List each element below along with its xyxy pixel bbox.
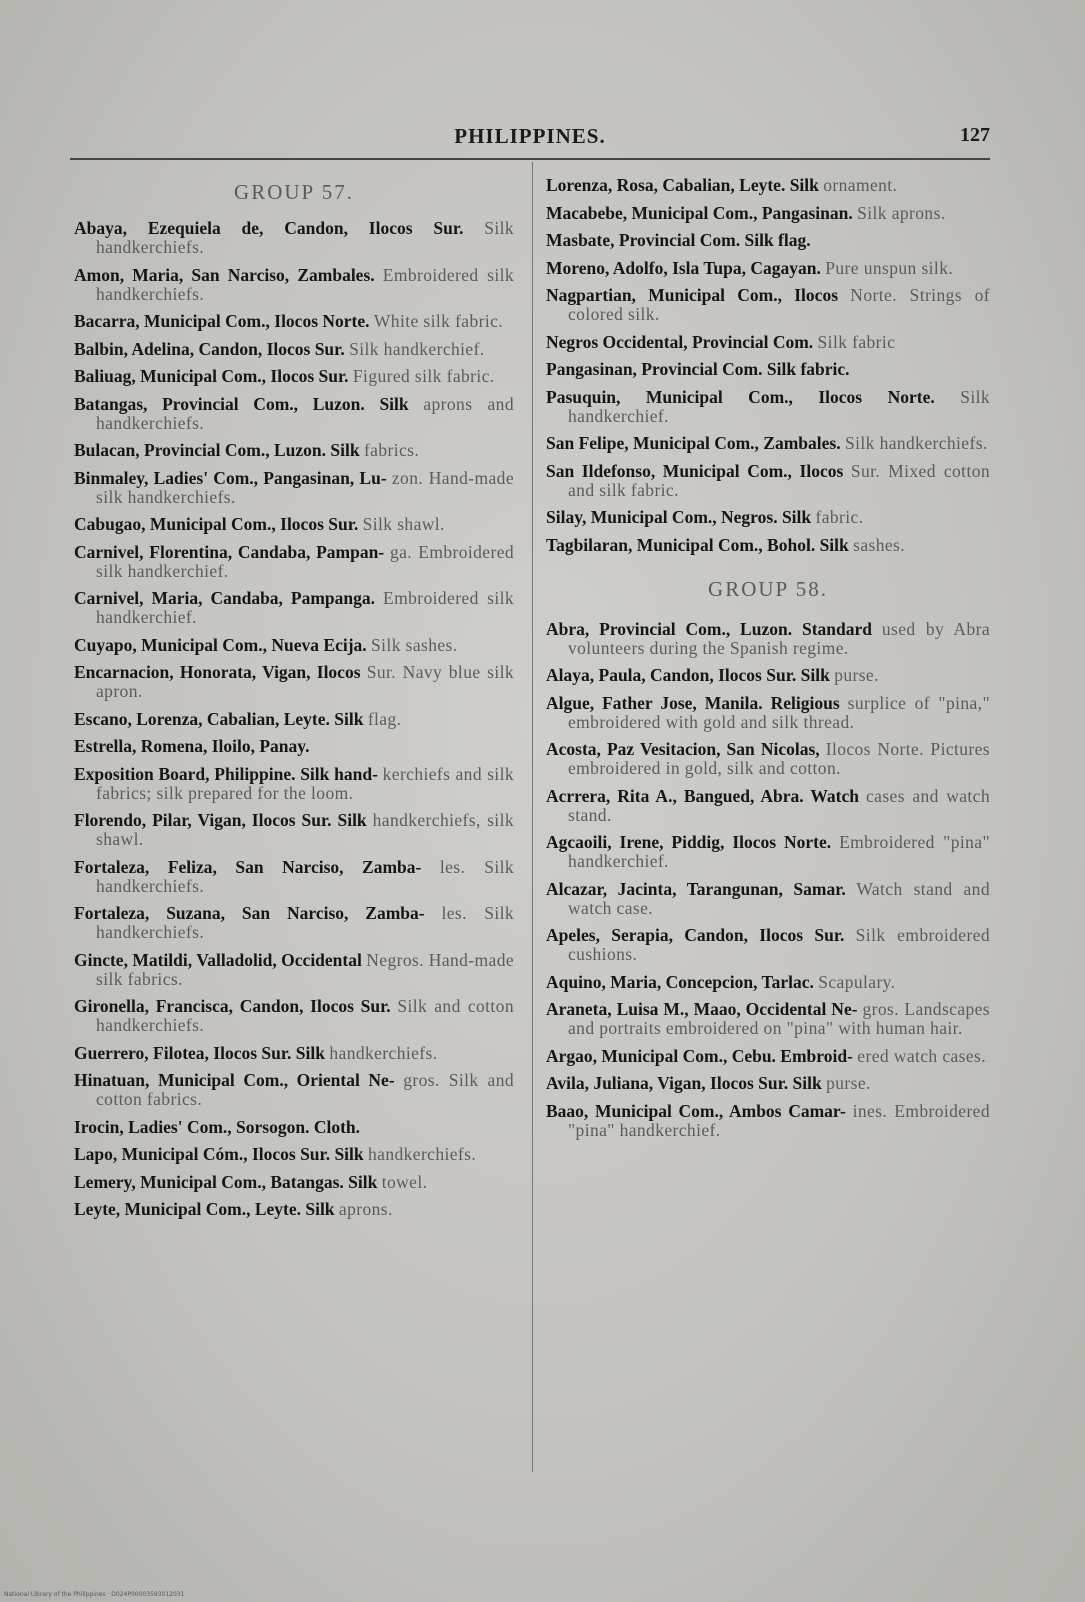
list-item bbox=[546, 259, 990, 278]
list-item bbox=[546, 926, 990, 964]
list-item bbox=[74, 636, 514, 655]
entry-name: San Ildefonso, Municipal Com., Ilocos bbox=[546, 460, 844, 481]
entry-description: flag. bbox=[367, 708, 402, 729]
entry-name: Gironella, Francisca, Candon, Ilocos Sur. bbox=[74, 996, 391, 1016]
entry-name: Florendo, Pilar, Vigan, Ilocos Sur. Silk bbox=[74, 810, 367, 830]
entry-description: Figured silk fabric. bbox=[352, 366, 495, 386]
entry-description: aprons and handkerchiefs. bbox=[96, 393, 514, 433]
entry-name: Apeles, Serapia, Candon, Ilocos Sur. bbox=[546, 925, 845, 945]
list-item bbox=[546, 740, 990, 778]
entry-description: Scapulary. bbox=[818, 971, 896, 992]
entry-description: Silk sashes. bbox=[371, 634, 458, 655]
entry-list bbox=[546, 620, 990, 1140]
page-number: 127 bbox=[960, 124, 990, 146]
entry-name: Escano, Lorenza, Cabalian, Leyte. Silk bbox=[74, 708, 364, 729]
group-heading: GROUP 58. bbox=[708, 576, 828, 601]
entry-description: aprons. bbox=[338, 1199, 393, 1219]
list-item bbox=[546, 231, 990, 250]
entry-description: Silk and cotton handkerchiefs. bbox=[96, 996, 514, 1035]
list-item bbox=[546, 333, 990, 352]
entry-name: Baliuag, Municipal Com., Ilocos Sur. bbox=[74, 366, 349, 386]
list-item bbox=[546, 694, 990, 732]
entry-name: Carnivel, Maria, Candaba, Pampanga. bbox=[74, 588, 376, 608]
page-title: PHILIPPINES. bbox=[454, 124, 606, 148]
list-item bbox=[74, 543, 514, 581]
entry-name: Acrrera, Rita A., Bangued, Abra. Watch bbox=[546, 785, 859, 806]
entry-name: Argao, Municipal Com., Cebu. Embroid- bbox=[546, 1045, 853, 1066]
list-item bbox=[546, 973, 990, 992]
entry-description: Silk handkerchiefs. bbox=[844, 433, 988, 453]
list-item bbox=[74, 1044, 514, 1063]
list-item bbox=[74, 1173, 514, 1192]
entry-description: Silk handkerchiefs. bbox=[96, 218, 515, 257]
left-column bbox=[74, 176, 514, 1228]
entry-description: Sur. Navy blue silk apron. bbox=[96, 662, 515, 701]
entry-name: Lemery, Municipal Com., Batangas. Silk bbox=[74, 1171, 378, 1192]
entry-name: Hinatuan, Municipal Com., Oriental Ne- bbox=[74, 1070, 395, 1090]
entry-name: Bulacan, Provincial Com., Luzon. Silk bbox=[74, 440, 360, 460]
entry-name: Nagpartian, Municipal Com., Ilocos bbox=[546, 285, 839, 305]
list-item bbox=[74, 663, 514, 701]
entry-description: Negros. Hand-made silk fabrics. bbox=[96, 949, 515, 989]
list-item bbox=[546, 176, 990, 195]
list-item bbox=[74, 340, 514, 359]
entry-description: handkerchiefs. bbox=[329, 1042, 438, 1063]
list-item bbox=[546, 434, 990, 453]
list-item bbox=[74, 395, 514, 433]
entry-description: fabrics. bbox=[363, 440, 420, 460]
list-item bbox=[546, 286, 990, 324]
entry-description: sashes. bbox=[853, 534, 906, 555]
entry-description: Pure unspun silk. bbox=[825, 257, 954, 278]
entry-name: Araneta, Luisa M., Maao, Occidental Ne- bbox=[546, 999, 858, 1019]
entry-name: Irocin, Ladies' Com., Sorsogon. Cloth. bbox=[74, 1116, 361, 1137]
entry-name: Alcazar, Jacinta, Tarangunan, Samar. bbox=[546, 878, 846, 899]
entry-name: Cuyapo, Municipal Com., Nueva Ecija. bbox=[74, 634, 367, 655]
list-item bbox=[74, 811, 514, 849]
list-item bbox=[74, 312, 514, 331]
list-item bbox=[546, 1047, 990, 1066]
entry-description: les. Silk handkerchiefs. bbox=[96, 903, 515, 942]
entry-description: Silk shawl. bbox=[362, 514, 445, 534]
entry-name: Exposition Board, Philippine. Silk hand- bbox=[74, 763, 378, 784]
list-item bbox=[546, 388, 990, 426]
entry-name: Pangasinan, Provincial Com. Silk fabric. bbox=[546, 359, 850, 379]
entry-name: Alaya, Paula, Candon, Ilocos Sur. Silk bbox=[546, 665, 830, 685]
entry-description: Silk fabric bbox=[817, 331, 896, 352]
list-item bbox=[74, 1118, 514, 1137]
entry-name: Leyte, Municipal Com., Leyte. Silk bbox=[74, 1199, 335, 1219]
column-divider bbox=[532, 162, 533, 1472]
list-item bbox=[74, 441, 514, 460]
list-item bbox=[546, 360, 990, 379]
list-item bbox=[74, 589, 514, 627]
list-item bbox=[546, 666, 990, 685]
list-item bbox=[546, 833, 990, 871]
entry-name: Masbate, Provincial Com. Silk flag. bbox=[546, 230, 811, 250]
entry-description: Silk embroidered cushions. bbox=[568, 925, 991, 964]
entry-description: handkerchiefs, silk shawl. bbox=[96, 810, 514, 849]
entry-name: Abaya, Ezequiela de, Candon, Ilocos Sur. bbox=[74, 218, 464, 238]
list-item bbox=[74, 219, 514, 257]
list-item bbox=[74, 858, 514, 896]
entry-description: purse. bbox=[834, 665, 879, 685]
entry-name: Pasuquin, Municipal Com., Ilocos Norte. bbox=[546, 386, 935, 407]
entry-name: Amon, Maria, San Narciso, Zambales. bbox=[74, 264, 375, 285]
entry-name: Balbin, Adelina, Candon, Ilocos Sur. bbox=[74, 338, 345, 359]
entry-description: zon. Hand-made silk handkerchiefs. bbox=[96, 467, 514, 507]
list-item bbox=[74, 710, 514, 729]
list-item bbox=[74, 904, 514, 942]
list-item bbox=[546, 880, 990, 918]
entry-description: cases and watch stand. bbox=[568, 785, 990, 825]
entry-name: Guerrero, Filotea, Ilocos Sur. Silk bbox=[74, 1042, 325, 1063]
entry-description: Watch stand and watch case. bbox=[568, 878, 990, 918]
entry-description: towel. bbox=[381, 1171, 428, 1192]
entry-name: Tagbilaran, Municipal Com., Bohol. Silk bbox=[546, 534, 849, 555]
entry-name: Bacarra, Municipal Com., Ilocos Norte. bbox=[74, 311, 370, 331]
right-column bbox=[546, 176, 990, 1148]
list-item bbox=[546, 1000, 990, 1038]
entry-name: Agcaoili, Irene, Piddig, Ilocos Norte. bbox=[546, 832, 832, 852]
entry-name: Lapo, Municipal Cóm., Ilocos Sur. Silk bbox=[74, 1144, 364, 1164]
entry-name: Moreno, Adolfo, Isla Tupa, Cagayan. bbox=[546, 257, 821, 278]
entry-description: ga. Embroidered silk handkerchief. bbox=[96, 541, 515, 581]
entry-name: Binmaley, Ladies' Com., Pangasinan, Lu- bbox=[74, 467, 387, 488]
list-item bbox=[546, 620, 990, 658]
entry-description: Silk aprons. bbox=[857, 202, 946, 223]
entry-name: Negros Occidental, Provincial Com. bbox=[546, 331, 814, 352]
entry-name: Gincte, Matildi, Valladolid, Occidental bbox=[74, 949, 362, 970]
list-item bbox=[74, 951, 514, 989]
entry-description: gros. Silk and cotton fabrics. bbox=[96, 1070, 515, 1109]
list-item bbox=[74, 1200, 514, 1219]
list-item bbox=[74, 1145, 514, 1164]
entry-description: Embroidered silk handkerchiefs. bbox=[96, 264, 514, 304]
entry-description: surplice of "pina," embroidered with gold and silk thread. bbox=[568, 692, 991, 732]
entry-list bbox=[74, 219, 514, 1219]
entry-list bbox=[546, 176, 990, 555]
entry-name: Cabugao, Municipal Com., Ilocos Sur. bbox=[74, 514, 359, 534]
entry-description: fabric. bbox=[815, 507, 864, 527]
entry-description: White silk fabric. bbox=[373, 311, 504, 331]
entry-name: Acosta, Paz Vesitacion, San Nicolas, bbox=[546, 739, 820, 759]
entry-description: Embroidered silk handkerchief. bbox=[96, 588, 514, 627]
entry-description: Silk handkerchief. bbox=[568, 386, 991, 426]
entry-description: handkerchiefs. bbox=[368, 1144, 477, 1164]
list-item bbox=[546, 508, 990, 527]
entry-description: Ilocos Norte. Pictures embroidered in gold, silk and cotton. bbox=[568, 739, 991, 778]
entry-name: Algue, Father Jose, Manila. Religious bbox=[546, 692, 840, 713]
entry-description: ered watch cases. bbox=[857, 1045, 987, 1066]
entry-description: Embroidered "pina" handkerchief. bbox=[568, 832, 990, 871]
entry-description: Silk handkerchief. bbox=[349, 338, 485, 359]
entry-name: Aquino, Maria, Concepcion, Tarlac. bbox=[546, 971, 814, 992]
entry-description: les. Silk handkerchiefs. bbox=[96, 856, 515, 896]
running-header bbox=[70, 124, 990, 154]
entry-name: Lorenza, Rosa, Cabalian, Leyte. Silk bbox=[546, 175, 819, 195]
list-item bbox=[74, 737, 514, 756]
entry-description: purse. bbox=[826, 1073, 871, 1093]
entry-name: Carnivel, Florentina, Candaba, Pampan- bbox=[74, 541, 385, 562]
entry-name: Baao, Municipal Com., Ambos Camar- bbox=[546, 1100, 846, 1121]
list-item bbox=[546, 204, 990, 223]
entry-name: Avila, Juliana, Vigan, Ilocos Sur. Silk bbox=[546, 1073, 822, 1093]
list-item bbox=[74, 1071, 514, 1109]
entry-name: Macabebe, Municipal Com., Pangasinan. bbox=[546, 202, 853, 223]
list-item bbox=[74, 997, 514, 1035]
list-item bbox=[74, 515, 514, 534]
group-heading: GROUP 57. bbox=[234, 180, 354, 204]
entry-name: Abra, Provincial Com., Luzon. Standard bbox=[546, 618, 872, 639]
entry-description: kerchiefs and silk fabrics; silk prepared for the loom. bbox=[96, 763, 514, 803]
entry-name: Estrella, Romena, Iloilo, Panay. bbox=[74, 736, 310, 756]
entry-name: Fortaleza, Feliza, San Narciso, Zamba- bbox=[74, 856, 422, 877]
entry-description: Sur. Mixed cotton and silk fabric. bbox=[568, 460, 991, 500]
list-item bbox=[74, 765, 514, 803]
list-item bbox=[546, 1102, 990, 1140]
entry-name: Encarnacion, Honorata, Vigan, Ilocos bbox=[74, 662, 361, 682]
list-item bbox=[546, 787, 990, 825]
list-item bbox=[74, 266, 514, 304]
list-item bbox=[546, 1074, 990, 1093]
list-item bbox=[546, 536, 990, 555]
header-rule bbox=[70, 158, 990, 160]
scan-footer: National Library of the Philippines · D024P00003593012031 bbox=[4, 1591, 185, 1598]
entry-name: Fortaleza, Suzana, San Narciso, Zamba- bbox=[74, 903, 425, 923]
entry-name: Silay, Municipal Com., Negros. Silk bbox=[546, 507, 812, 527]
entry-name: San Felipe, Municipal Com., Zambales. bbox=[546, 433, 841, 453]
entry-description: ornament. bbox=[823, 175, 898, 195]
entry-description: gros. Landscapes and portraits embroidered on "pina" with human hair. bbox=[568, 999, 991, 1038]
entry-description: Norte. Strings of colored silk. bbox=[568, 285, 990, 324]
list-item bbox=[546, 462, 990, 500]
entry-description: used by Abra volunteers during the Spanish regime. bbox=[568, 618, 991, 658]
entry-name: Batangas, Provincial Com., Luzon. Silk bbox=[74, 393, 409, 414]
list-item bbox=[74, 367, 514, 386]
list-item bbox=[74, 469, 514, 507]
entry-description: ines. Embroidered "pina" handkerchief. bbox=[568, 1100, 991, 1140]
